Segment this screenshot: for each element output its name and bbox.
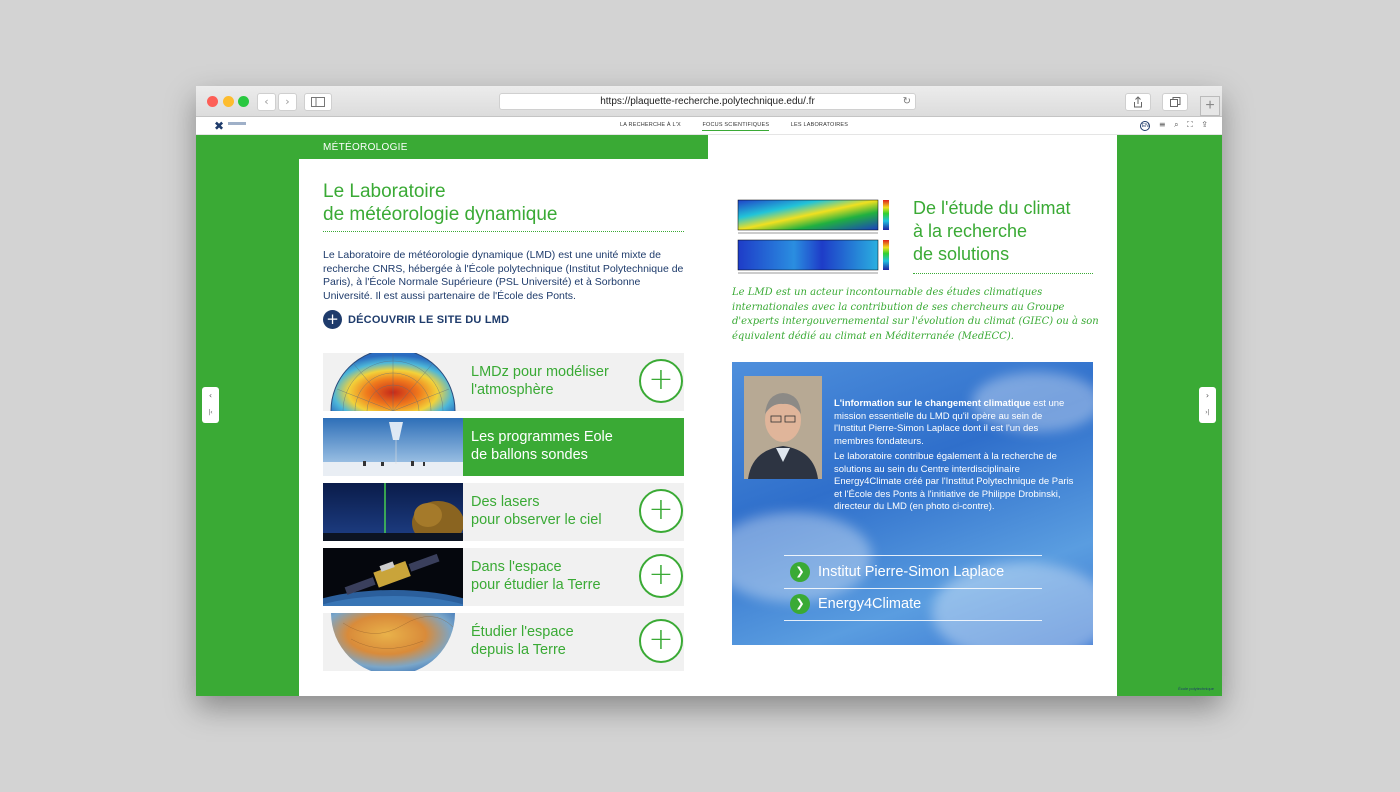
link-label: Energy4Climate: [818, 596, 922, 612]
lab-intro: Le Laboratoire de météorologie dynamique (LMD) est une unité mixte de recherche CNRS, hébergée à l'École polytechnique (Institut Polytechnique de Paris), à l'École Normale Supérieure (PSL Université) et à Sorbonne Université. Il est aussi partenaire de l'École des Ponts.: [323, 249, 684, 302]
satellite-image: [323, 548, 463, 606]
card-title: [471, 428, 636, 464]
title-divider: [323, 231, 684, 232]
page-sheet: [299, 135, 1117, 696]
tabs-icon: [1170, 97, 1181, 108]
expand-plus-icon[interactable]: +: [639, 359, 683, 403]
card-title: [471, 558, 636, 594]
link-label: Institut Pierre-Simon Laplace: [818, 564, 1005, 580]
info-text: est une mission essentielle du LMD qu'il opère au sein de l'Institut Pierre-Simon Laplace dont il est l'un des membres fondateurs.: [834, 398, 1065, 447]
lab-title-line1: Le Laboratoire: [323, 181, 446, 202]
plus-circle-icon: +: [323, 310, 342, 329]
card-etudier-espace[interactable]: [323, 613, 684, 671]
card-eole[interactable]: [323, 418, 684, 476]
card-title-line2: depuis la Terre: [471, 642, 566, 658]
card-title-line1: LMDz pour modéliser: [471, 364, 609, 380]
climate-quote: Le LMD est un acteur incontournable des études climatiques internationales avec la contribution de ses chercheurs au Groupe d'experts intergouvernemental sur l'évolution du climat (GIEC) ou à son équivalent dédié au climat en Méditerranée (MedECC).: [732, 287, 1099, 342]
polytechnique-logo[interactable]: ✖: [214, 119, 225, 133]
chevron-left-icon[interactable]: ‹: [208, 391, 213, 400]
link-divider: [784, 588, 1042, 589]
card-lmdz[interactable]: [323, 353, 684, 411]
climate-title-divider: [913, 273, 1093, 274]
planet-map-image: [323, 613, 463, 671]
chevron-right-icon[interactable]: ›: [1205, 391, 1210, 400]
card-title: [471, 623, 636, 659]
last-page-icon[interactable]: ›|: [1205, 409, 1210, 416]
back-button[interactable]: ‹: [257, 93, 276, 111]
balloon-launch-image: [323, 418, 463, 476]
lmdz-globe-image: [323, 353, 463, 411]
expand-plus-icon[interactable]: +: [639, 554, 683, 598]
share-icon: [1133, 96, 1143, 108]
lab-title-line2: de météorologie dynamique: [323, 204, 558, 225]
link-energy4climate[interactable]: [790, 594, 921, 614]
chevron-right-icon: ❯: [790, 562, 810, 582]
maximize-window-button[interactable]: [238, 96, 249, 107]
card-title-line1: Étudier l'espace: [471, 624, 574, 640]
climate-title: [913, 197, 1113, 266]
card-title-line2: de ballons sondes: [471, 447, 588, 463]
discover-lmd-link[interactable]: [323, 310, 509, 329]
tabs-overview-button[interactable]: [1162, 93, 1188, 111]
section-label: MÉTÉOROLOGIE: [299, 135, 708, 159]
climate-title-line1: De l'étude du climat: [913, 198, 1071, 218]
link-divider: [784, 620, 1042, 621]
sidebar-toggle-button[interactable]: [304, 93, 332, 111]
share-button[interactable]: [1125, 93, 1151, 111]
first-page-icon[interactable]: |‹: [208, 409, 213, 416]
link-ipsl[interactable]: [790, 562, 1004, 582]
nav-item-laboratoires[interactable]: LES LABORATOIRES: [790, 122, 849, 128]
flipbook-page: [196, 135, 1222, 696]
fullscreen-icon[interactable]: ⛶: [1187, 120, 1193, 129]
chevron-right-icon: ❯: [790, 594, 810, 614]
nav-item-focus[interactable]: FOCUS SCIENTIFIQUES: [702, 122, 769, 131]
search-icon[interactable]: ⌕: [1174, 120, 1179, 129]
card-title-line2: l'atmosphère: [471, 382, 554, 398]
site-header: [196, 117, 1222, 135]
address-bar[interactable]: [499, 93, 916, 110]
share-icon[interactable]: ⇪: [1201, 120, 1208, 129]
forward-button[interactable]: ›: [278, 93, 297, 111]
url-text: https://plaquette-recherche.polytechnique.edu/.fr: [600, 96, 815, 107]
info-bold: L'information sur le changement climatique: [834, 398, 1031, 409]
card-lasers[interactable]: [323, 483, 684, 541]
expand-plus-icon[interactable]: +: [639, 619, 683, 663]
reload-icon[interactable]: ↻: [902, 96, 911, 107]
climate-info-box: [732, 362, 1093, 645]
info-paragraph-2: Le laboratoire contribue également à la recherche de solutions au sein du Centre interdisciplinaire Energy4Climate créé par l'Institut Polytechnique de Paris et l'École des Ponts à l'initiative de Philippe Drobinski, directeur du LMD (en photo ci-contre).: [834, 451, 1074, 512]
sidebar-icon: [311, 97, 325, 107]
expand-plus-icon[interactable]: +: [639, 489, 683, 533]
nav-item-recherche[interactable]: LA RECHERCHE À L'X: [620, 122, 681, 128]
link-divider: [784, 555, 1042, 556]
footer-credit: École polytechnique: [1178, 686, 1214, 691]
card-title: [471, 493, 636, 529]
card-title: [471, 363, 636, 399]
card-title-line1: Des lasers: [471, 494, 540, 510]
card-title-line1: Dans l'espace: [471, 559, 562, 575]
climate-title-line2: à la recherche: [913, 221, 1028, 241]
browser-toolbar: [196, 86, 1222, 117]
director-portrait: [744, 376, 822, 479]
lab-title: [323, 180, 673, 226]
climate-graph-image: [730, 198, 900, 276]
new-tab-button[interactable]: +: [1200, 96, 1220, 116]
menu-icon[interactable]: ≡: [1158, 120, 1166, 129]
climate-title-line3: de solutions: [913, 244, 1010, 264]
climate-info-text: [834, 398, 1074, 517]
site-tools: [1134, 120, 1208, 131]
minimize-window-button[interactable]: [223, 96, 234, 107]
site-nav: [620, 122, 868, 128]
card-espace[interactable]: [323, 548, 684, 606]
language-switch[interactable]: EN: [1141, 123, 1149, 129]
card-title-line2: pour étudier la Terre: [471, 577, 601, 593]
logo-wordmark: [228, 122, 246, 125]
discover-label: DÉCOUVRIR LE SITE DU LMD: [348, 313, 510, 326]
info-paragraph-1: [834, 398, 1074, 448]
prev-page-nav[interactable]: [202, 387, 219, 423]
browser-window: [196, 86, 1222, 696]
card-title-line2: pour observer le ciel: [471, 512, 602, 528]
laser-night-image: [323, 483, 463, 541]
card-title-line1: Les programmes Eole: [471, 429, 613, 445]
close-window-button[interactable]: [207, 96, 218, 107]
next-page-nav[interactable]: [1199, 387, 1216, 423]
